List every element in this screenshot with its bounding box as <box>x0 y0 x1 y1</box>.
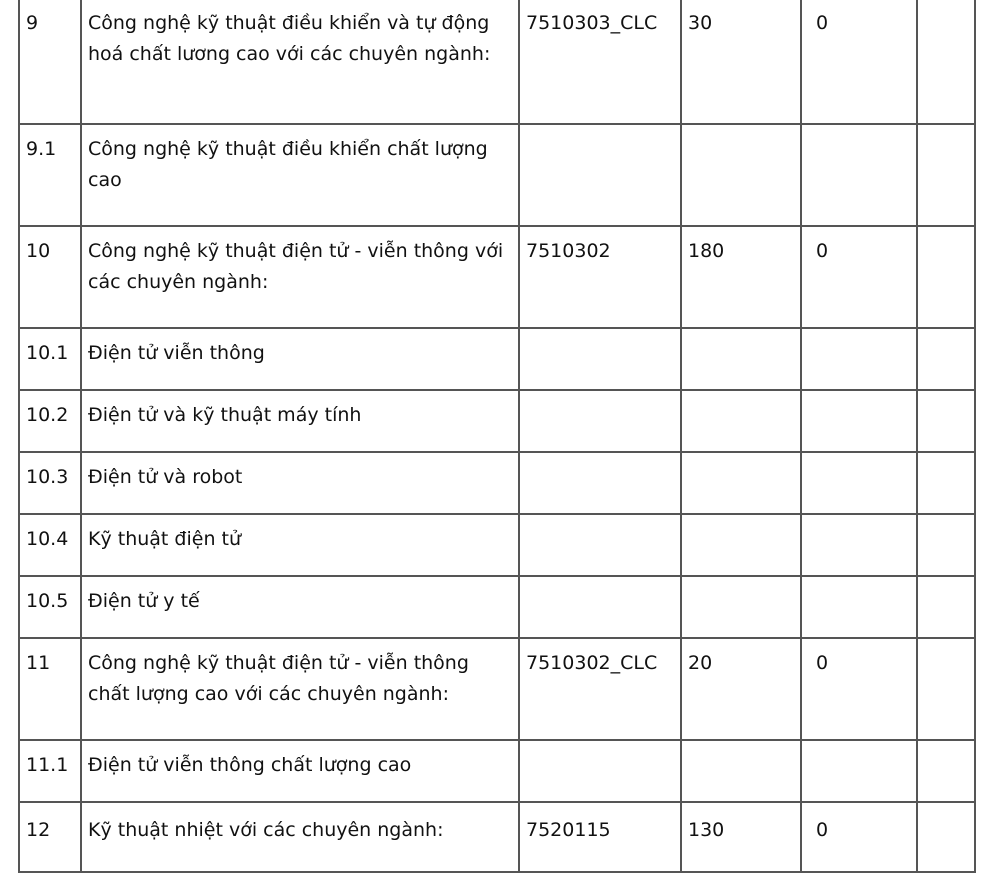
major-name: Công nghệ kỹ thuật điều khiển và tự động hoá chất lương cao với các chuyên ngành: <box>81 0 519 124</box>
majors-table <box>18 0 976 873</box>
extra-cell <box>917 124 975 226</box>
quota-value: 20 <box>681 638 801 740</box>
quota-value <box>681 514 801 576</box>
major-code <box>519 328 681 390</box>
quota-value <box>681 328 801 390</box>
major-code: 7520115 <box>519 802 681 872</box>
row-number: 12 <box>19 802 81 872</box>
table-row <box>19 576 975 638</box>
table-row <box>19 390 975 452</box>
major-code <box>519 124 681 226</box>
major-code <box>519 390 681 452</box>
extra-cell <box>917 226 975 328</box>
major-code: 7510303_CLC <box>519 0 681 124</box>
quota-value <box>681 452 801 514</box>
row-number: 10.1 <box>19 328 81 390</box>
extra-cell <box>917 328 975 390</box>
major-code <box>519 452 681 514</box>
extra-cell <box>917 0 975 124</box>
secondary-value <box>801 328 917 390</box>
extra-cell <box>917 576 975 638</box>
table-row <box>19 226 975 328</box>
secondary-value: 0 <box>801 0 917 124</box>
secondary-value <box>801 740 917 802</box>
secondary-value: 0 <box>801 226 917 328</box>
row-number: 10.5 <box>19 576 81 638</box>
secondary-value: 0 <box>801 638 917 740</box>
major-code: 7510302 <box>519 226 681 328</box>
secondary-value: 0 <box>801 802 917 872</box>
table-row <box>19 124 975 226</box>
major-name: Công nghệ kỹ thuật điện tử - viễn thông chất lượng cao với các chuyên ngành: <box>81 638 519 740</box>
table-row <box>19 802 975 872</box>
major-name: Công nghệ kỹ thuật điều khiển chất lượng cao <box>81 124 519 226</box>
major-code <box>519 576 681 638</box>
quota-value: 130 <box>681 802 801 872</box>
major-name: Kỹ thuật điện tử <box>81 514 519 576</box>
extra-cell <box>917 740 975 802</box>
extra-cell <box>917 390 975 452</box>
secondary-value <box>801 390 917 452</box>
major-name: Công nghệ kỹ thuật điện tử - viễn thông với các chuyên ngành: <box>81 226 519 328</box>
row-number: 9.1 <box>19 124 81 226</box>
major-code <box>519 514 681 576</box>
table-row <box>19 740 975 802</box>
major-name: Điện tử viễn thông <box>81 328 519 390</box>
row-number: 10.4 <box>19 514 81 576</box>
major-code <box>519 740 681 802</box>
extra-cell <box>917 514 975 576</box>
extra-cell <box>917 802 975 872</box>
row-number: 11 <box>19 638 81 740</box>
row-number: 11.1 <box>19 740 81 802</box>
major-name: Điện tử và kỹ thuật máy tính <box>81 390 519 452</box>
quota-value: 180 <box>681 226 801 328</box>
table-row <box>19 328 975 390</box>
table-row <box>19 452 975 514</box>
secondary-value <box>801 576 917 638</box>
quota-value <box>681 390 801 452</box>
quota-value: 30 <box>681 0 801 124</box>
quota-value <box>681 124 801 226</box>
extra-cell <box>917 452 975 514</box>
major-name: Điện tử viễn thông chất lượng cao <box>81 740 519 802</box>
quota-value <box>681 740 801 802</box>
secondary-value <box>801 124 917 226</box>
extra-cell <box>917 638 975 740</box>
row-number: 10.3 <box>19 452 81 514</box>
row-number: 10.2 <box>19 390 81 452</box>
major-name: Kỹ thuật nhiệt với các chuyên ngành: <box>81 802 519 872</box>
secondary-value <box>801 514 917 576</box>
major-code: 7510302_CLC <box>519 638 681 740</box>
table-row <box>19 0 975 124</box>
major-name: Điện tử y tế <box>81 576 519 638</box>
major-name: Điện tử và robot <box>81 452 519 514</box>
table-row <box>19 638 975 740</box>
row-number: 9 <box>19 0 81 124</box>
table-row <box>19 514 975 576</box>
secondary-value <box>801 452 917 514</box>
row-number: 10 <box>19 226 81 328</box>
quota-value <box>681 576 801 638</box>
